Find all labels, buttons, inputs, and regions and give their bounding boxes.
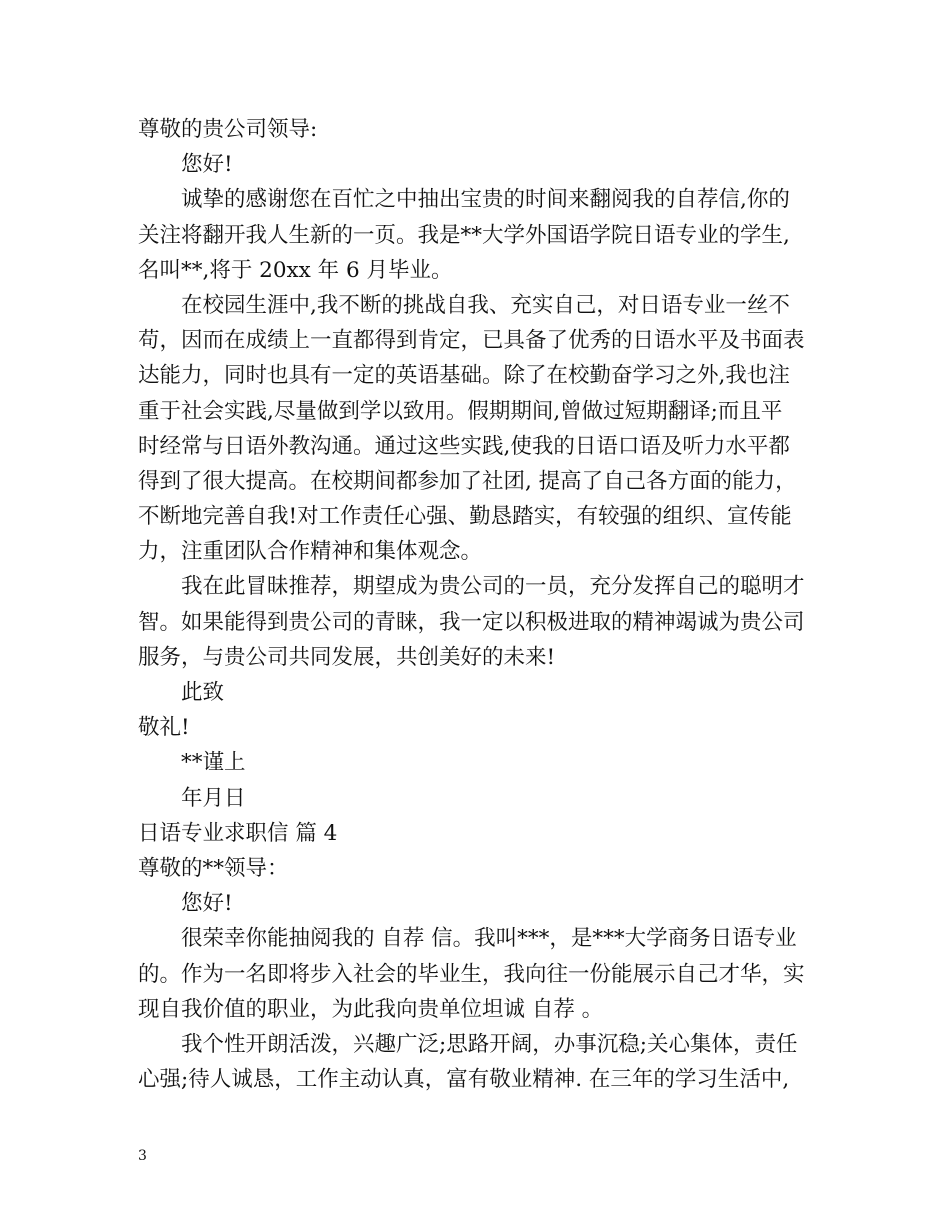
- greeting-line: 您好!: [181, 152, 233, 178]
- paragraph-line: 我个性开朗活泼，兴趣广泛;思路开阔，办事沉稳;关心集体，责任: [181, 1031, 798, 1057]
- document-body: [138, 112, 813, 1097]
- paragraph-line: 时经常与日语外教沟通。通过这些实践,使我的日语口语及听力水平都: [138, 433, 790, 459]
- closing-line: 敬礼!: [138, 715, 190, 741]
- paragraph-line: 服务，与贵公司共同发展，共创美好的未来!: [138, 644, 556, 670]
- paragraph-line: 关注将翻开我人生新的一页。我是**大学外国语学院日语专业的学生,: [138, 222, 790, 248]
- paragraph-line: 达能力，同时也具有一定的英语基础。除了在校勤奋学习之外,我也注: [138, 363, 790, 389]
- paragraph-line: 苟，因而在成绩上一直都得到肯定，已具备了优秀的日语水平及书面表: [138, 328, 805, 354]
- paragraph-line: 智。如果能得到贵公司的青睐，我一定以积极进取的精神竭诚为贵公司: [138, 609, 805, 635]
- paragraph-line: 名叫**,将于 20xx 年 6 月毕业。: [138, 257, 453, 283]
- paragraph-line: 我在此冒昧推荐，期望成为贵公司的一员，充分发挥自己的聪明才: [181, 574, 805, 600]
- page-number: 3: [138, 1148, 147, 1164]
- salutation-line: 尊敬的贵公司领导:: [138, 117, 318, 142]
- paragraph-line: 得到了很大提高。在校期间都参加了社团, 提高了自己各方面的能力，: [138, 468, 797, 494]
- greeting-line: 您好!: [181, 891, 233, 917]
- paragraph-line: 心强;待人诚恳，工作主动认真，富有敬业精神. 在三年的学习生活中,: [138, 1067, 790, 1093]
- date-line: 年月日: [181, 785, 246, 811]
- paragraph-line: 在校园生涯中,我不断的挑战自我、充实自己，对日语专业一丝不: [181, 292, 790, 318]
- paragraph-line: 力，注重团队合作精神和集体观念。: [138, 539, 483, 565]
- paragraph-line: 重于社会实践,尽量做到学以致用。假期期间,曾做过短期翻译;而且平: [138, 398, 783, 424]
- paragraph-line: 的。作为一名即将步入社会的毕业生，我向往一份能展示自己才华，实: [138, 961, 805, 987]
- paragraph-line: 现自我价值的职业，为此我向贵单位坦诚 自荐 。: [138, 996, 604, 1022]
- paragraph-line: 诚挚的感谢您在百忙之中抽出宝贵的时间来翻阅我的自荐信,你的: [181, 187, 790, 213]
- paragraph-line: 不断地完善自我!对工作责任心强、勤恳踏实，有较强的组织、宣传能: [138, 504, 792, 530]
- salutation-line: 尊敬的**领导：: [138, 855, 289, 881]
- paragraph-line: 很荣幸你能抽阅我的 自荐 信。我叫***，是***大学商务日语专业: [181, 926, 797, 952]
- section-heading: 日语专业求职信 篇 4: [138, 820, 338, 846]
- signature-line: **谨上: [181, 750, 246, 776]
- closing-line: 此致: [181, 680, 225, 705]
